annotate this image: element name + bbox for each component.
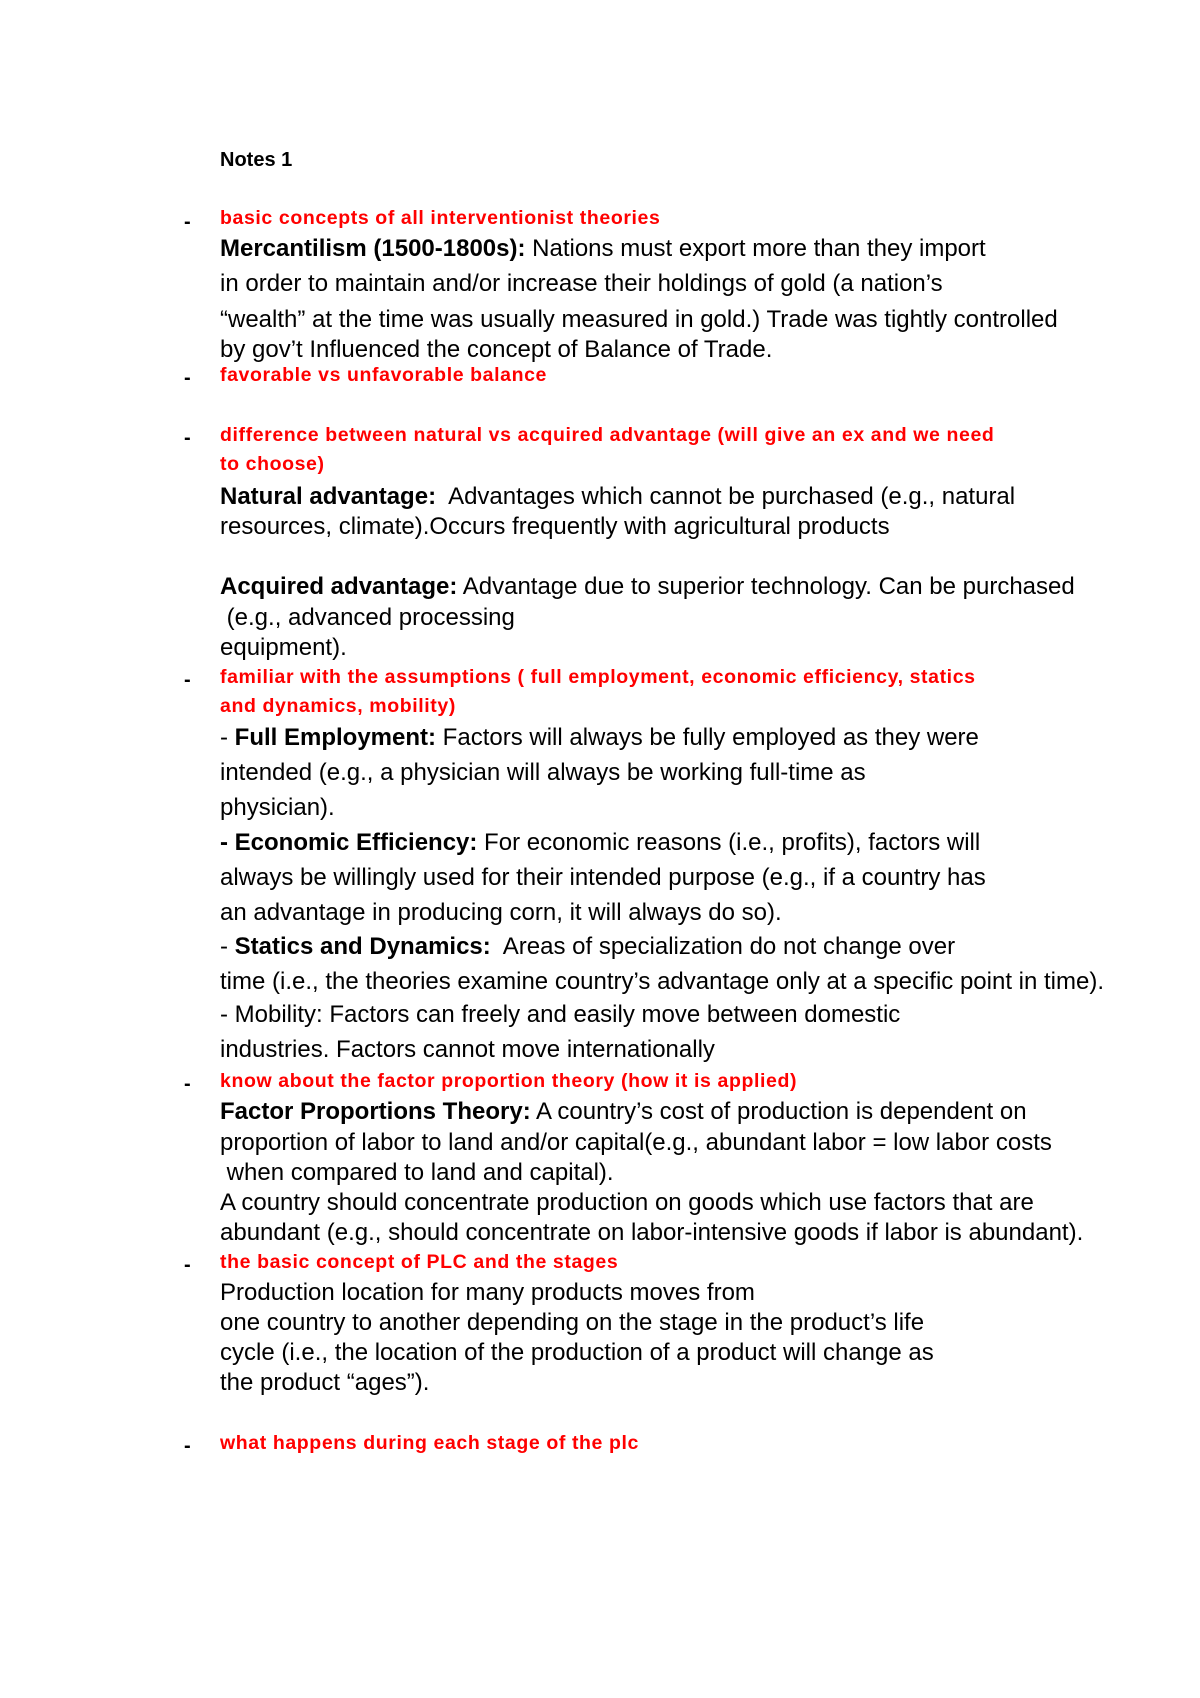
bullet-marker: -	[184, 367, 191, 389]
body-line: cycle (i.e., the location of the production of a product will change as	[220, 1339, 934, 1366]
section-heading: what happens during each stage of the plc	[220, 1432, 639, 1454]
term-label: Factor Proportions Theory:	[220, 1098, 531, 1125]
body-line: the product “ages”).	[220, 1369, 430, 1396]
body-line: resources, climate).Occurs frequently with agricultural products	[220, 513, 890, 540]
term-label: Natural advantage:	[220, 483, 437, 510]
body-line: Production location for many products moves from	[220, 1279, 755, 1306]
bullet-marker: -	[184, 427, 191, 449]
body-line: Mercantilism (1500-1800s): Nations must export more than they import	[220, 235, 986, 262]
body-line: when compared to land and capital).	[220, 1159, 614, 1186]
section-heading: basic concepts of all interventionist theories	[220, 207, 661, 229]
term-label: Full Employment:	[234, 724, 437, 751]
section-heading: difference between natural vs acquired advantage (will give an ex and we need	[220, 424, 995, 446]
body-line: - Full Employment: Factors will always be fully employed as they were	[220, 724, 979, 751]
body-line: “wealth” at the time was usually measured in gold.) Trade was tightly controlled	[220, 306, 1058, 333]
body-line: A country should concentrate production on goods which use factors that are	[220, 1189, 1034, 1216]
bullet-marker: -	[184, 211, 191, 233]
term-label: Statics and Dynamics:	[234, 933, 491, 960]
page-title: Notes 1	[220, 149, 293, 171]
body-line: - Economic Efficiency: For economic reasons (i.e., profits), factors will	[220, 829, 981, 856]
body-line: one country to another depending on the stage in the product’s life	[220, 1309, 925, 1336]
body-line: industries. Factors cannot move internationally	[220, 1036, 715, 1063]
body-line: by gov’t Influenced the concept of Balance of Trade.	[220, 336, 773, 363]
body-line: time (i.e., the theories examine country’s advantage only at a specific point in time).	[220, 968, 1105, 995]
section-heading-continued: to choose)	[220, 453, 325, 475]
body-line: in order to maintain and/or increase their holdings of gold (a nation’s	[220, 270, 943, 297]
section-heading: know about the factor proportion theory (how it is applied)	[220, 1070, 798, 1092]
term-label: Acquired advantage:	[220, 573, 458, 600]
section-heading: the basic concept of PLC and the stages	[220, 1251, 619, 1273]
body-line: Acquired advantage: Advantage due to superior technology. Can be purchased	[220, 573, 1075, 600]
term-label: - Economic Efficiency:	[220, 829, 478, 856]
body-line: always be willingly used for their intended purpose (e.g., if a country has	[220, 864, 986, 891]
body-line: physician).	[220, 794, 335, 821]
body-line: abundant (e.g., should concentrate on labor-intensive goods if labor is abundant).	[220, 1219, 1084, 1246]
body-line: Factor Proportions Theory: A country’s cost of production is dependent on	[220, 1098, 1027, 1125]
body-line: - Statics and Dynamics: Areas of specialization do not change over	[220, 933, 956, 960]
section-heading: familiar with the assumptions ( full employment, economic efficiency, statics	[220, 666, 976, 688]
body-line: (e.g., advanced processing	[220, 604, 515, 631]
bullet-marker: -	[184, 1254, 191, 1276]
section-heading-continued: and dynamics, mobility)	[220, 695, 456, 717]
section-heading: favorable vs unfavorable balance	[220, 364, 547, 386]
body-line: intended (e.g., a physician will always be working full-time as	[220, 759, 866, 786]
bullet-marker: -	[184, 1073, 191, 1095]
body-line: proportion of labor to land and/or capital(e.g., abundant labor = low labor costs	[220, 1129, 1052, 1156]
body-line: - Mobility: Factors can freely and easily move between domestic	[220, 1001, 901, 1028]
term-label: Mercantilism (1500-1800s):	[220, 235, 526, 262]
bullet-marker: -	[184, 669, 191, 691]
body-line: equipment).	[220, 634, 347, 661]
body-line: Natural advantage: Advantages which cannot be purchased (e.g., natural	[220, 483, 1016, 510]
body-line: an advantage in producing corn, it will always do so).	[220, 899, 782, 926]
bullet-marker: -	[184, 1435, 191, 1457]
